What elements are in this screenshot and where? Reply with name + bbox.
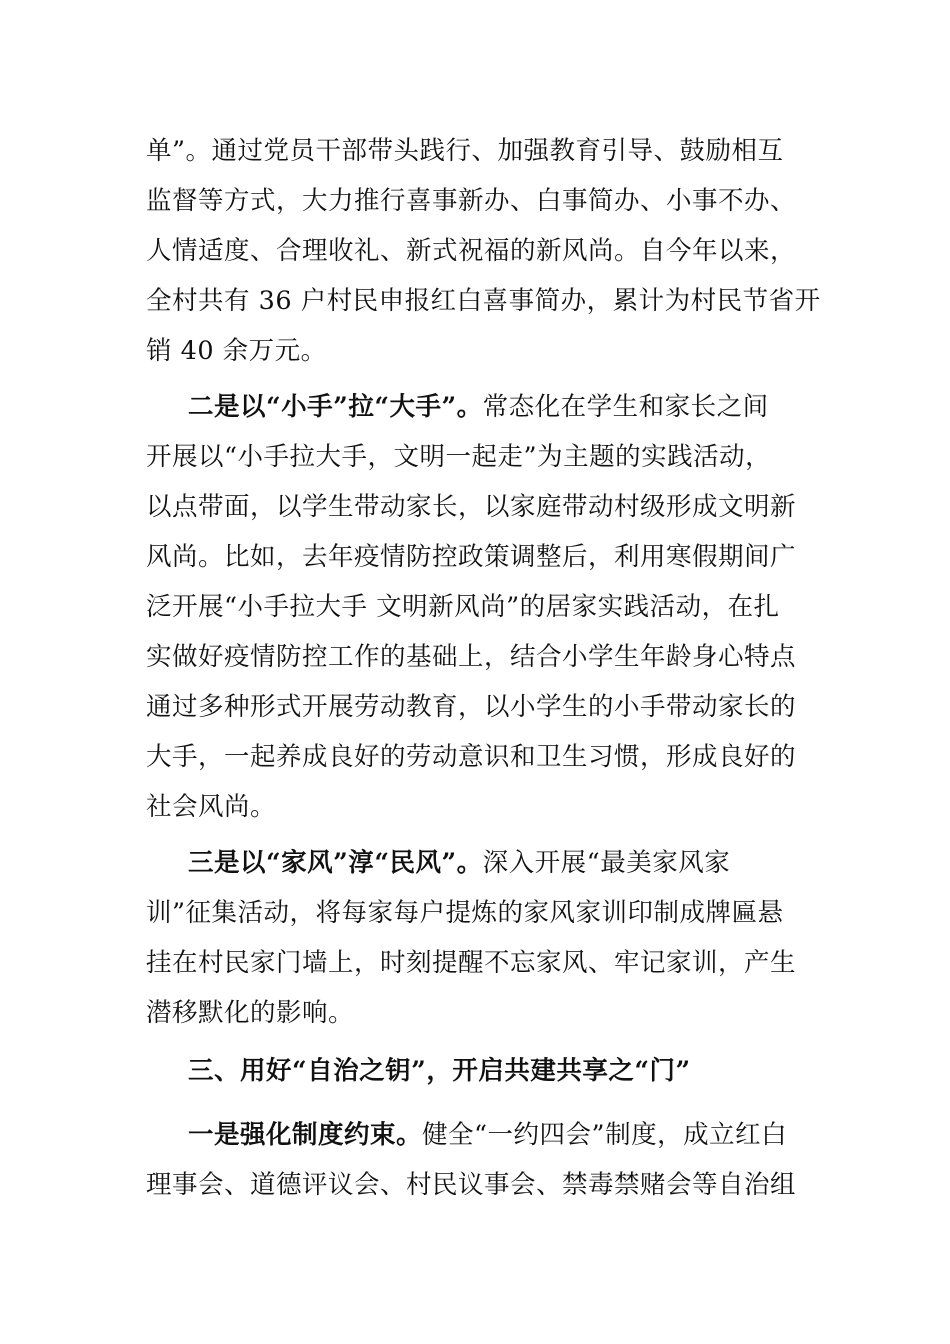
text-line: 训”征集活动，将每家每户提炼的家风家训印制成牌匾悬 <box>146 898 784 928</box>
text-line: 单”。通过党员干部带头践行、加强教育引导、鼓励相互 <box>146 136 784 166</box>
text-line: 销 40 余万元。 <box>146 336 327 366</box>
text-line: 泛开展“小手拉大手 文明新风尚”的居家实践活动，在扎 <box>146 592 780 622</box>
paragraph-text: 深入开展“最美家风家 <box>482 848 731 878</box>
text-line: 潜移默化的影响。 <box>146 998 355 1028</box>
paragraph-first-line <box>188 390 806 424</box>
paragraph-text: 常态化在学生和家长之间 <box>482 392 769 422</box>
text-line: 社会风尚。 <box>146 792 277 822</box>
paragraph-text: 健全“一约四会”制度，成立红白 <box>422 1120 788 1150</box>
paragraph-first-line <box>188 846 806 880</box>
text-line: 人情适度、合理收礼、新式祝福的新风尚。自今年以来， <box>146 236 797 266</box>
paragraph-first-line <box>188 1118 806 1152</box>
text-line: 实做好疫情防控工作的基础上，结合小学生年龄身心特点 <box>146 642 797 672</box>
text-line: 理事会、道德评议会、村民议事会、禁毒禁赌会等自治组 <box>146 1170 797 1200</box>
paragraph-heading: 一是强化制度约束。 <box>188 1120 423 1150</box>
text-line: 通过多种形式开展劳动教育，以小学生的小手带动家长的 <box>146 692 797 722</box>
text-line: 风尚。比如，去年疫情防控政策调整后，利用寒假期间广 <box>146 542 797 572</box>
text-line: 全村共有 36 户村民申报红白喜事简办，累计为村民节省开 <box>146 286 821 316</box>
paragraph-heading: 三是以“家风”淳“民风”。 <box>188 848 483 878</box>
text-line: 以点带面，以学生带动家长，以家庭带动村级形成文明新 <box>146 492 797 522</box>
section-heading: 三、用好“自治之钥”，开启共建共享之“门” <box>188 1056 691 1086</box>
text-line: 挂在村民家门墙上，时刻提醒不忘家风、牢记家训，产生 <box>146 948 797 978</box>
text-line: 监督等方式，大力推行喜事新办、白事简办、小事不办、 <box>146 186 797 216</box>
text-line: 大手，一起养成良好的劳动意识和卫生习惯，形成良好的 <box>146 742 797 772</box>
paragraph-heading: 二是以“小手”拉“大手”。 <box>188 392 483 422</box>
text-line: 开展以“小手拉大手，文明一起走”为主题的实践活动， <box>146 442 772 472</box>
